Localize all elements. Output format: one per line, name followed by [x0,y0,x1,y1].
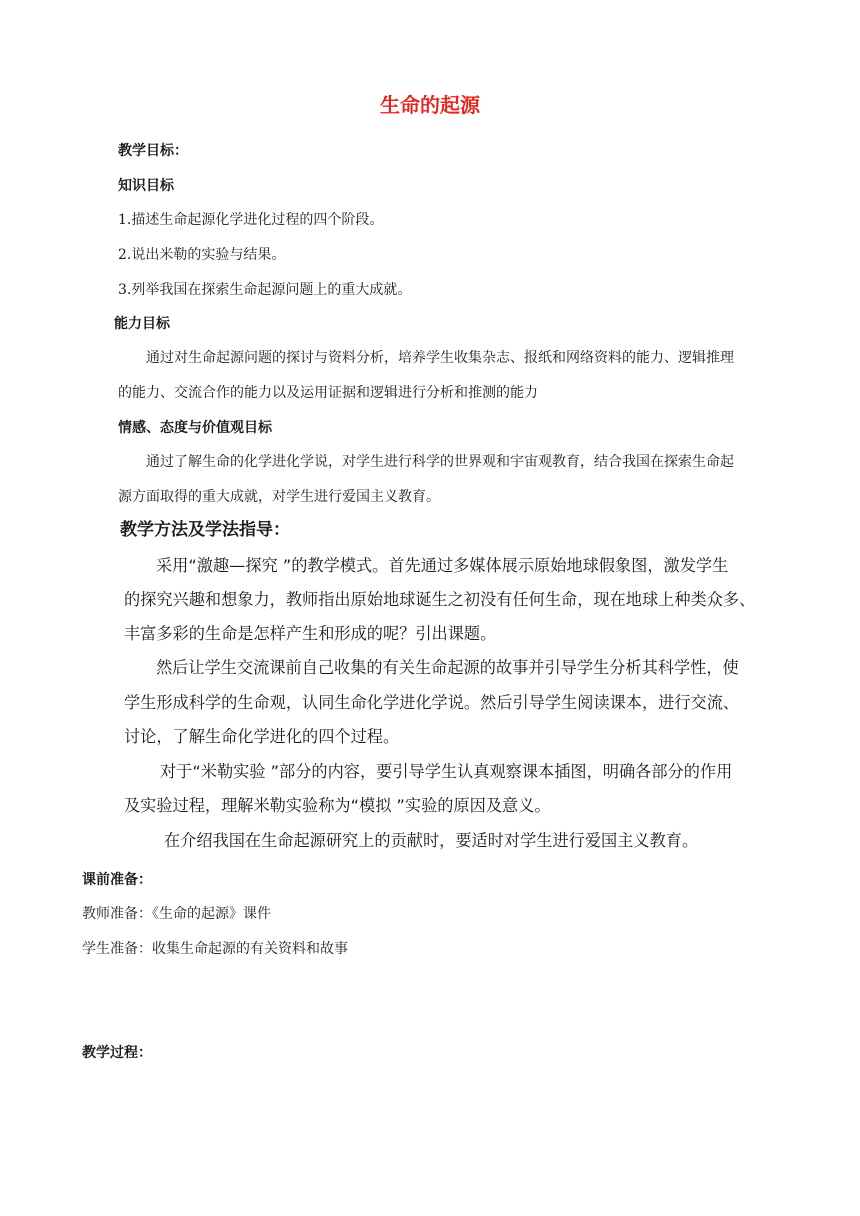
ability-text: 的能力、交流合作的能力以及运用证据和逻辑进行分析和推测的能力 [118,385,538,401]
methods-text: 丰富多彩的生命是怎样产生和形成的呢？引出课题。 [124,624,497,643]
knowledge-item: 2.说出米勒的实验与结果。 [118,247,286,263]
methods-text: 对于“米勒实验 ”部分的内容，要引导学生认真观察课本插图，明确各部分的作用 [160,762,733,781]
methods-text: 采用“激趣—探究 ”的教学模式。首先通过多媒体展示原始地球假象图，激发学生 [156,556,729,575]
knowledge-item: 1.描述生命起源化学进化过程的四个阶段。 [118,212,384,228]
process-heading: 教学过程： [82,1045,152,1061]
methods-text: 在介绍我国在生命起源研究上的贡献时，要适时对学生进行爱国主义教育。 [164,831,699,850]
methods-heading: 教学方法及学法指导： [120,520,290,540]
ability-heading: 能力目标 [114,316,170,332]
teacher-preparation: 教师准备：《生命的起源》课件 [82,906,271,922]
knowledge-heading: 知识目标 [118,178,174,194]
methods-text: 的探究兴趣和想象力，教师指出原始地球诞生之初没有任何生命，现在地球上种类众多、 [124,590,756,609]
methods-text: 然后让学生交流课前自己收集的有关生命起源的故事并引导学生分析其科学性，使 [156,658,739,677]
ability-text: 通过对生命起源问题的探讨与资料分析，培养学生收集杂志、报纸和网络资料的能力、逻辑推理 [146,350,734,366]
methods-text: 学生形成科学的生命观，认同生命化学进化学说。然后引导学生阅读课本，进行交流、 [124,693,740,712]
preparation-heading: 课前准备： [82,872,152,888]
emotion-heading: 情感、态度与价值观目标 [118,420,272,436]
knowledge-item: 3.列举我国在探索生命起源问题上的重大成就。 [118,282,412,298]
objectives-heading: 教学目标： [118,143,188,159]
methods-text: 及实验过程，理解米勒实验称为“模拟 ”实验的原因及意义。 [124,796,551,815]
document-title: 生命的起源 [380,93,480,117]
emotion-text: 通过了解生命的化学进化学说，对学生进行科学的世界观和宇宙观教育，结合我国在探索生命起 [146,454,734,470]
student-preparation: 学生准备：收集生命起源的有关资料和故事 [82,941,348,957]
methods-text: 讨论，了解生命化学进化的四个过程。 [124,727,400,746]
emotion-text: 源方面取得的重大成就，对学生进行爱国主义教育。 [118,489,440,505]
